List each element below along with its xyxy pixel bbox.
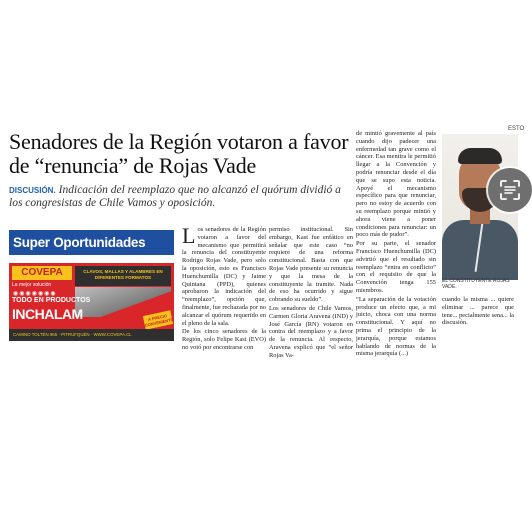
article-column-4 [442, 296, 514, 328]
photo-caption: EL CONSTITUYENTE ROJAS VADE. [442, 278, 510, 290]
ad-product-icons: ◉◉◉◉◉◉◉ [13, 291, 57, 297]
article-column-1 [182, 223, 266, 353]
paragraph: De los cinco senadores de la Región, solo Felipe Kast (EVO) no votó por encontrarse con [182, 328, 266, 351]
paragraph: cuando la misma ... quiere eliminar ... parece que tene... pecialmente sena... la discusión. [442, 296, 514, 327]
ad-stamp: A PRECIO CONVENIENTE [143, 310, 173, 330]
drop-cap: L [182, 223, 196, 248]
deck-text: Indicación del reemplazo que no alcanzó el quórum dividió a los congresistas de Chile Vamos y oposición. [9, 184, 341, 209]
lens-icon [499, 179, 521, 201]
article-kicker: DISCUSIÓN. [9, 186, 56, 195]
ad-box-text: CLAVOS, MALLAS Y ALAMBRES EN DIFERENTES FORMATOS [75, 266, 171, 286]
ad-promo: TODO EN PRODUCTOS [12, 297, 91, 304]
ad-logo: COVEPA [12, 266, 72, 280]
article-headline: Senadores de la Región votaron a favor de “renuncia” de Rojas Vade [9, 129, 349, 178]
paragraph: de mintió gravemente al país cuando dijo padecer una enfermedad tan grave como el cáncer. Esa mentira le permitió llegar a la Convención y podría renunciar desde el día que se supo esta noticia. Apoyé el mecanismo específico para que renunciar, pero no estoy de acuerdo con su reemplazo porque mintió y ahora viene a poner condiciones para renunciar: un poco más de pudor”. [356, 130, 436, 239]
ad-brand: INCHALAM [12, 306, 83, 322]
lens-button[interactable] [488, 168, 532, 212]
paragraph: Por su parte, el senador Francisco Huenchumilla (DC) advirtió que el resultado sin reemplazo “entra en conflicto” con el requisito de que la Convención tenga 155 miembros. [356, 240, 436, 294]
paragraph: Los senadores de Chile Vamos, Carmen Gloria Aravena (IND) y José García (RN) votaron en contra del reemplazo y a favor de la renuncia. Al respecto, Aravena explicó que “el señor Rojas Va- [269, 304, 353, 359]
ad-footer: CAMINO TOLTÉN 965 · PITRUFQUÉN · WWW.COVEPA.CL [9, 329, 174, 341]
article-column-2 [269, 226, 353, 361]
ad-banner: Super Oportunidades [9, 230, 174, 255]
article-deck [9, 184, 349, 210]
covepa-ad [9, 263, 174, 341]
article-column-3 [356, 130, 436, 359]
newspaper-clipping [0, 118, 526, 359]
paragraph: “La separación de la votación produce un efecto que, a mi juicio, choca con una norma constitucional. Y aquí no prima el principio de la jerarquía, porque estamos hablando de normas de la misma jerarquía (...) [356, 295, 436, 358]
paragraph: Los senadores de la Región votaron a favor del mecanismo que permitirá la renuncia del constituyente Rodrigo Rojas Vade, pero solo la oposición, esto es Francisco Huenchumilla (DC) y Jaime Quintana (PPD), quienes aprobaron la indicación del “reemplazo”, opción que, finalmente, fue rechazada por no alcanzar el quórum requerido en el pleno de la sala. [182, 223, 266, 327]
page-number: ESTO [508, 126, 525, 132]
paragraph: permiso institucional. Sin embargo, Kast fue enfático en señalar que este caso “no requiere de una reforma constitucional. Basta con que Rojas Vade presente su renuncia y que la mesa de la constituyente la tramite. Nada de eso ha ocurrido y sigue cobrando su sueldo”. [269, 226, 353, 304]
ad-tagline: La mejor solución [12, 282, 52, 288]
